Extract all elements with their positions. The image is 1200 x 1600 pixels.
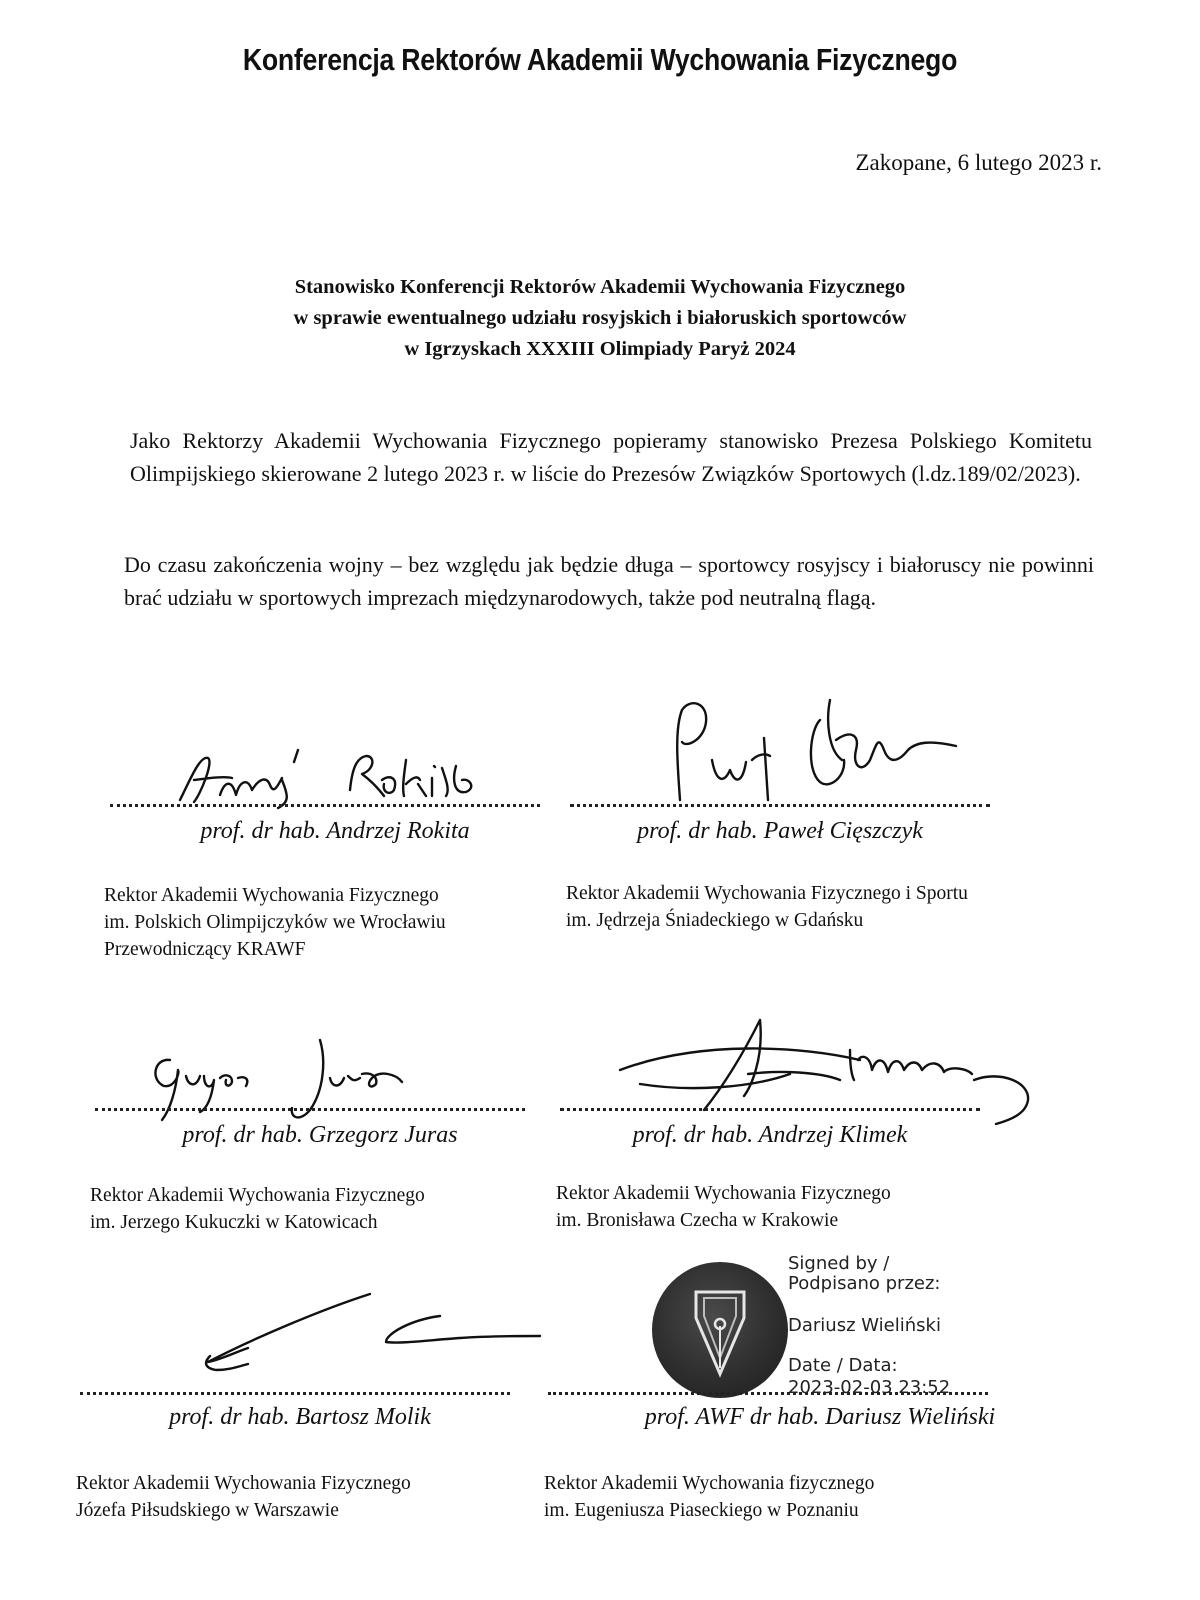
affiliation-line: im. Jerzego Kukuczki w Katowicach: [90, 1212, 378, 1233]
signature-line-6: [548, 1392, 988, 1395]
signer-name-1: prof. dr hab. Andrzej Rokita: [200, 818, 470, 844]
affiliation-line: Przewodniczący KRAWF: [104, 939, 306, 960]
e-signature-signed-by: [788, 1254, 941, 1294]
handwritten-signature-klimek: [600, 1010, 1050, 1130]
body-paragraph-1: Jako Rektorzy Akademii Wychowania Fizycznego popieramy stanowisko Prezesa Polskiego Komitetu Olimpijskiego skierowane 2 lutego 2023 r. w liście do Prezesów Związków Sportowych (l.dz.189/02/2023).: [130, 428, 1092, 486]
e-signature-date-value: 2023-02-03 23:52: [788, 1377, 951, 1398]
signed-by-label-pl: Podpisano przez:: [788, 1273, 941, 1294]
signature-line-3: [95, 1108, 525, 1111]
signature-line-2: [570, 804, 990, 807]
affiliation-line: im. Polskich Olimpijczyków we Wrocławiu: [104, 912, 446, 933]
signer-affiliation-3: [90, 1182, 425, 1236]
body-paragraph-2: Do czasu zakończenia wojny – bez względu jak będzie długa – sportowcy rosyjscy i białoruscy nie powinni brać udziału w sportowych imprezach międzynarodowych, także pod neutralną flagą.: [124, 552, 1094, 610]
signer-name-5: prof. dr hab. Bartosz Molik: [169, 1404, 431, 1430]
affiliation-line: Rektor Akademii Wychowania Fizycznego: [556, 1183, 891, 1204]
signature-line-4: [560, 1108, 980, 1111]
pen-nib-icon: [652, 1262, 788, 1398]
signer-affiliation-1: [104, 882, 446, 963]
handwritten-signature-cieszczyk: [660, 690, 980, 810]
signature-line-5: [80, 1392, 510, 1395]
e-signature-signer: Dariusz Wieliński: [788, 1315, 941, 1336]
affiliation-line: im. Bronisława Czecha w Krakowie: [556, 1210, 839, 1231]
signer-affiliation-6: [544, 1470, 874, 1524]
affiliation-line: Rektor Akademii Wychowania Fizycznego: [76, 1473, 411, 1494]
signer-affiliation-2: [566, 880, 968, 934]
handwritten-signature-juras: [140, 1030, 440, 1130]
statement-line-1: Stanowisko Konferencji Rektorów Akademii Wychowania Fizycznego: [294, 276, 906, 298]
signer-name-6: prof. AWF dr hab. Dariusz Wieliński: [644, 1404, 996, 1430]
affiliation-line: im. Jędrzeja Śniadeckiego w Gdańsku: [566, 910, 864, 931]
e-signature-seal: [652, 1262, 788, 1398]
handwritten-signature-rokita: [170, 740, 510, 810]
signer-affiliation-4: [556, 1180, 891, 1234]
statement-line-2: w sprawie ewentualnego udziału rosyjskich i białoruskich sportowców: [293, 307, 907, 329]
signer-affiliation-5: [76, 1470, 411, 1524]
affiliation-line: Józefa Piłsudskiego w Warszawie: [76, 1500, 339, 1521]
signature-line-1: [110, 804, 540, 807]
document-date: Zakopane, 6 lutego 2023 r.: [855, 150, 1102, 175]
e-signature-date-label: Date / Data:: [788, 1355, 898, 1376]
affiliation-line: Rektor Akademii Wychowania Fizycznego: [90, 1185, 425, 1206]
document-header: Konferencja Rektorów Akademii Wychowania Fizycznego: [242, 42, 958, 77]
affiliation-line: Rektor Akademii Wychowania fizycznego: [544, 1473, 875, 1494]
signer-name-3: prof. dr hab. Grzegorz Juras: [182, 1122, 458, 1148]
statement-title: [0, 272, 1200, 365]
affiliation-line: Rektor Akademii Wychowania Fizycznego: [104, 885, 439, 906]
handwritten-signature-molik: [190, 1290, 550, 1380]
signed-by-label: Signed by /: [788, 1253, 890, 1274]
affiliation-line: Rektor Akademii Wychowania Fizycznego i Sportu: [566, 883, 968, 904]
statement-line-3: w Igrzyskach XXXIII Olimpiady Paryż 2024: [404, 338, 796, 360]
affiliation-line: im. Eugeniusza Piaseckiego w Poznaniu: [544, 1500, 859, 1521]
signer-name-4: prof. dr hab. Andrzej Klimek: [632, 1122, 908, 1148]
signer-name-2: prof. dr hab. Paweł Cięszczyk: [637, 818, 923, 844]
